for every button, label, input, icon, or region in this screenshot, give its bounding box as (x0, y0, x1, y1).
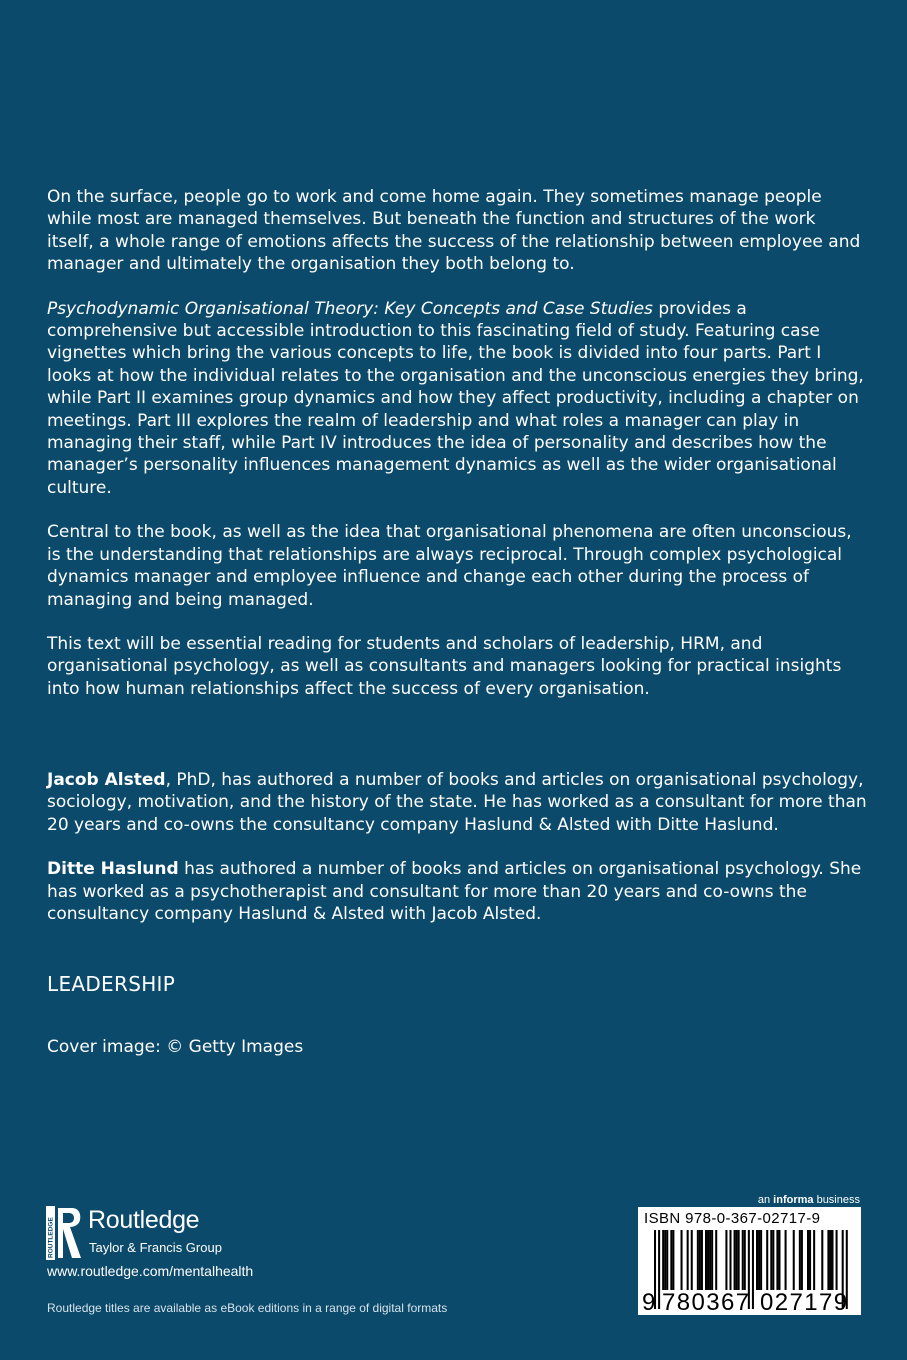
barcode-bar (664, 1230, 666, 1290)
barcode-bar (801, 1230, 803, 1290)
author-name-1: Jacob Alsted (47, 770, 166, 790)
barcode-bar (829, 1230, 831, 1290)
barcode-bar (711, 1230, 713, 1290)
informa-business-tag (730, 1194, 860, 1206)
barcode-bar (738, 1230, 740, 1290)
back-cover-blurb (47, 186, 867, 700)
barcode-bar (836, 1230, 838, 1290)
blurb-paragraph-2 (47, 298, 867, 500)
barcode-bar (670, 1230, 672, 1290)
barcode-bar (793, 1230, 795, 1290)
isbn-barcode (638, 1207, 861, 1315)
barcode-bar (742, 1230, 744, 1290)
barcode-bar (691, 1230, 693, 1290)
barcode-bar (766, 1230, 768, 1290)
barcode-bar (770, 1230, 772, 1290)
publisher-url[interactable]: www.routledge.com/mentalhealth (47, 1263, 254, 1279)
informa-prefix: an (757, 1194, 774, 1206)
barcode-bar (699, 1230, 701, 1290)
informa-suffix: business (813, 1194, 860, 1206)
barcode-bar (662, 1230, 664, 1290)
barcode-bar (799, 1230, 801, 1290)
publisher-group: Taylor & Francis Group (89, 1240, 222, 1255)
barcode-bar (813, 1230, 815, 1290)
barcode-bar (715, 1230, 717, 1290)
ebook-note: Routledge titles are available as eBook editions in a range of digital formats (47, 1301, 448, 1315)
barcode-bar (687, 1230, 689, 1290)
barcode-bar (809, 1230, 811, 1290)
blurb-paragraph-3: Central to the book, as well as the idea that organisational phenomena are often unconscious, is the understanding that relationships are always reciprocal. Through complex psychological dynamics manager and employee influence and change each other during the process of managing and being managed. (47, 522, 852, 610)
blurb-paragraph-1: On the surface, people go to work and come home again. They sometimes manage people while most are managed themselves. But beneath the function and structures of the work itself, a whole range of emotions affects the success of the relationship between employee and manager and ultimately the organisation they both belong to. (47, 187, 861, 275)
isbn-number: ISBN 978-0-367-02717-9 (644, 1210, 821, 1227)
barcode-bar (725, 1230, 727, 1290)
cover-image-credit: Cover image: © Getty Images (47, 1037, 304, 1057)
routledge-logo-icon (46, 1206, 82, 1260)
barcode-bar (701, 1230, 703, 1290)
blurb-paragraph-2-text: provides a comprehensive but accessible introduction to this fascinating field of study. Featuring case vignettes which bring the various concepts to life, the book is divided into four parts. Part I looks at how the individual relates to the organisation and the unconscious energies they bring, while Part II examines group dynamics and how they affect productivity, including a chapter on meetings. Part III explores the realm of leadership and what roles a manager can play in managing their staff, while Part IV introduces the idea of personality and describes how the manager’s personality influences management dynamics as well as the wider organisational culture. (47, 298, 864, 498)
barcode-bar (778, 1230, 780, 1290)
barcode-bar (821, 1230, 823, 1290)
barcode-bar (729, 1230, 731, 1290)
barcode-bar (831, 1230, 833, 1290)
barcode-bar (785, 1230, 787, 1290)
barcode-bar (744, 1230, 746, 1290)
barcode-digit-group-2: 027179 (760, 1289, 849, 1316)
barcode-bar (807, 1230, 809, 1290)
subject-category: LEADERSHIP (47, 972, 176, 996)
barcode-bar (734, 1230, 736, 1290)
barcode-bar (827, 1230, 829, 1290)
publisher-name: Routledge (88, 1206, 200, 1234)
barcode-bar (772, 1230, 774, 1290)
barcode-bar (697, 1230, 699, 1290)
author-bios (47, 769, 867, 947)
author-bio-1 (47, 769, 867, 836)
author-bio-2 (47, 858, 867, 925)
book-title: Psychodynamic Organisational Theory: Key Concepts and Case Studies (47, 298, 653, 319)
barcode-bar (672, 1230, 674, 1290)
barcode-digit-first: 9 (642, 1289, 657, 1316)
barcode-bar (705, 1230, 707, 1290)
publisher-logo (46, 1206, 366, 1262)
barcode-bar (709, 1230, 711, 1290)
blurb-paragraph-4: This text will be essential reading for students and scholars of leadership, HRM, and organisational psychology, as well as consultants and managers looking for practical insights into how human relationships affect the success of every organisation. (47, 633, 842, 699)
barcode-bar (760, 1230, 762, 1290)
author-name-2: Ditte Haslund (47, 859, 179, 880)
barcode-bar (736, 1230, 738, 1290)
barcode-bar (707, 1230, 709, 1290)
barcode-bar (666, 1230, 668, 1290)
barcode-bar (758, 1230, 760, 1290)
logo-vertical-text: ROUTLEDGE (47, 1217, 55, 1258)
informa-brand: informa (773, 1194, 814, 1206)
barcode-bar (776, 1230, 778, 1290)
barcode-bar (756, 1230, 758, 1290)
barcode-digits (638, 1289, 861, 1315)
barcode-bar (681, 1230, 683, 1290)
author-bio-2-text: has authored a number of books and articles on organisational psychology. She has worked as a psychotherapist and consultant for more than 20 years and co-owns the consultancy company Haslund & Alsted with Jacob Alsted. (47, 859, 862, 925)
author-bio-1-text: , PhD, has authored a number of books and articles on organisational psychology, sociology, motivation, and the history of the state. He has worked as a consultant for more than 20 years and co-owns the consultancy company Haslund & Alsted with Ditte Haslund. (47, 770, 867, 835)
barcode-digit-group-1: 780367 (662, 1289, 751, 1316)
